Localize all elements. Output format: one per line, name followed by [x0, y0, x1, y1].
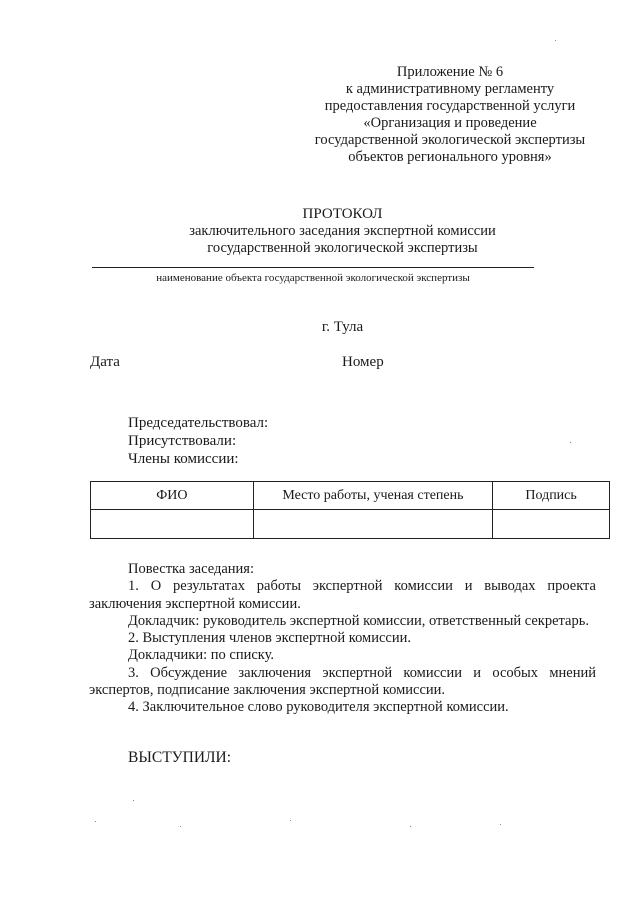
present-label: Присутствовали:: [128, 433, 237, 449]
city: г. Тула: [321, 319, 364, 335]
protocol-subtitle-line1: заключительного заседания экспертной комиссии: [189, 223, 496, 239]
cell-workplace: [253, 510, 493, 539]
number-label: Номер: [342, 354, 384, 370]
scan-speck: [570, 442, 571, 443]
members-label: Члены комиссии:: [128, 451, 239, 467]
object-name-rule: [92, 267, 534, 268]
header-signature: Подпись: [493, 482, 610, 510]
cell-signature: [493, 510, 610, 539]
cell-fio: [91, 510, 254, 539]
protocol-subtitle-line2: государственной экологической экспертизы: [207, 240, 478, 256]
scan-speck: [410, 826, 411, 827]
scan-speck: [133, 800, 134, 801]
object-name-caption: наименование объекта государственной экологической экспертизы: [156, 272, 470, 284]
spoke-heading: ВЫСТУПИЛИ:: [128, 749, 232, 766]
agenda-block: [89, 561, 596, 717]
appendix-line-3: предоставления государственной услуги: [324, 98, 576, 114]
appendix-line-1: Приложение № 6: [396, 64, 504, 80]
appendix-line-2: к административному регламенту: [345, 81, 555, 97]
appendix-line-6: объектов регионального уровня»: [348, 149, 552, 165]
agenda-item-3: 3. Обсуждение заключения экспертной комиссии и особых мнений экспертов, подписание заключения экспертной комиссии.: [89, 664, 596, 699]
agenda-heading: Повестка заседания:: [128, 561, 254, 577]
agenda-item-2: 2. Выступления членов экспертной комиссии.: [128, 630, 411, 647]
chaired-label: Председательствовал:: [128, 415, 269, 431]
header-fio: ФИО: [91, 482, 254, 510]
scan-speck: [95, 821, 96, 822]
protocol-title: ПРОТОКОЛ: [302, 206, 383, 222]
members-table: [90, 481, 610, 539]
scan-speck: [180, 826, 181, 827]
scan-speck: [555, 40, 556, 41]
agenda-speaker-2: Докладчики: по списку.: [128, 647, 275, 664]
date-label: Дата: [90, 354, 120, 370]
table-header-row: [91, 482, 610, 510]
scan-speck: [290, 820, 291, 821]
header-workplace: Место работы, ученая степень: [253, 482, 493, 510]
appendix-block: [290, 64, 610, 166]
appendix-line-5: государственной экологической экспертизы: [314, 132, 586, 148]
scan-speck: [500, 824, 501, 825]
agenda-speaker-1: Докладчик: руководитель экспертной комиссии, ответственный секретарь.: [128, 612, 589, 629]
appendix-line-4: «Организация и проведение: [363, 115, 537, 131]
table-row: [91, 510, 610, 539]
agenda-item-4: 4. Заключительное слово руководителя экспертной комиссии.: [128, 699, 509, 716]
agenda-item-1: 1. О результатах работы экспертной комиссии и выводах проекта заключения экспертной комиссии.: [89, 578, 596, 612]
